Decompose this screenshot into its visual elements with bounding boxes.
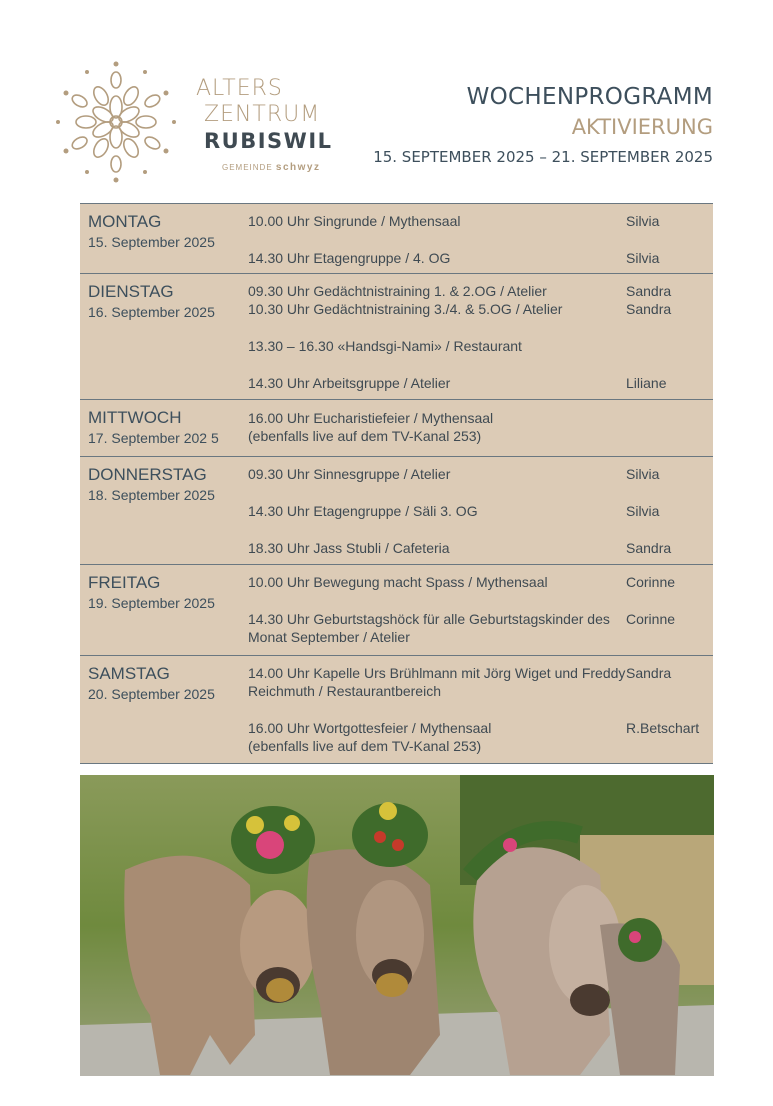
event-host: Corinne xyxy=(626,611,676,627)
event-text: 09.30 Uhr Gedächtnistraining 1. & 2.OG / Atelier xyxy=(248,283,547,299)
weekly-schedule-table xyxy=(80,203,713,764)
event-item xyxy=(248,409,713,445)
event-item xyxy=(248,719,713,755)
event-host: Sandra xyxy=(626,283,672,299)
event-item xyxy=(248,610,713,646)
day-row-dienstag xyxy=(80,274,713,400)
event-host: Silvia xyxy=(626,466,660,482)
brand-gemeinde xyxy=(196,162,333,173)
day-date: 16. September 2025 xyxy=(88,304,215,320)
event-text: 10.30 Uhr Gedächtnistraining 3./4. & 5.OG / Atelier xyxy=(248,301,563,317)
day-date: 19. September 2025 xyxy=(88,595,215,611)
day-row-montag xyxy=(80,204,713,274)
event-item xyxy=(248,212,713,230)
event-text: 14.30 Uhr Arbeitsgruppe / Atelier xyxy=(248,375,451,391)
program-date-range: 15. SEPTEMBER 2025 – 21. SEPTEMBER 2025 xyxy=(373,148,713,166)
day-name: MITTWOCH xyxy=(88,408,182,427)
event-item xyxy=(248,300,713,318)
event-item xyxy=(248,337,713,355)
event-host: Silvia xyxy=(626,250,660,266)
event-item xyxy=(248,249,713,267)
cows-photo xyxy=(80,775,714,1076)
brand-line-alters: ALTERS xyxy=(196,76,283,101)
event-text: 14.00 Uhr Kapelle Urs Brühlmann mit Jörg Wiget und Freddy Reichmuth / Restaurantbereich xyxy=(248,665,626,699)
schwyz-label: schwyz xyxy=(275,162,321,173)
day-date: 20. September 2025 xyxy=(88,686,215,702)
brand-line-rubiswil: RUBISWIL xyxy=(204,129,333,153)
event-host: Liliane xyxy=(626,375,667,391)
day-name: DONNERSTAG xyxy=(88,465,207,484)
event-text: 10.00 Uhr Bewegung macht Spass / Mythensaal xyxy=(248,574,548,590)
day-row-samstag xyxy=(80,656,713,764)
event-host: R.Betschart xyxy=(626,720,700,736)
brand-line-zentrum: ZENTRUM xyxy=(204,102,321,127)
event-text: 10.00 Uhr Singrunde / Mythensaal xyxy=(248,213,461,229)
event-item xyxy=(248,502,713,520)
program-subtitle: AKTIVIERUNG xyxy=(571,115,713,139)
event-item xyxy=(248,573,713,591)
event-text: 14.30 Uhr Etagengruppe / 4. OG xyxy=(248,250,451,266)
event-host: Sandra xyxy=(626,540,672,556)
event-text: 18.30 Uhr Jass Stubli / Cafeteria xyxy=(248,540,450,556)
event-host: Sandra xyxy=(626,301,672,317)
day-date: 15. September 2025 xyxy=(88,234,215,250)
event-host: Silvia xyxy=(626,503,660,519)
day-row-freitag xyxy=(80,565,713,656)
day-name: DIENSTAG xyxy=(88,282,174,301)
event-text: 13.30 – 16.30 «Handsgi-Nami» / Restaurant xyxy=(248,338,522,354)
event-text: 14.30 Uhr Geburtstagshöck für alle Geburtstagskinder des Monat September / Atelier xyxy=(248,611,610,645)
event-text: 16.00 Uhr Wortgottesfeier / Mythensaal (ebenfalls live auf dem TV-Kanal 253) xyxy=(248,720,492,754)
event-item xyxy=(248,465,713,483)
day-row-mittwoch xyxy=(80,400,713,457)
day-name: FREITAG xyxy=(88,573,161,592)
day-date: 18. September 2025 xyxy=(88,487,215,503)
event-text: 14.30 Uhr Etagengruppe / Säli 3. OG xyxy=(248,503,478,519)
day-row-donnerstag xyxy=(80,457,713,565)
brand-wordmark xyxy=(196,76,333,173)
gemeinde-label: GEMEINDE xyxy=(222,163,273,172)
day-name: SAMSTAG xyxy=(88,664,170,683)
event-host: Silvia xyxy=(626,213,660,229)
event-item xyxy=(248,539,713,557)
event-item xyxy=(248,282,713,300)
event-text: 09.30 Uhr Sinnesgruppe / Atelier xyxy=(248,466,451,482)
event-host: Sandra xyxy=(626,665,672,681)
event-host: Corinne xyxy=(626,574,676,590)
event-item xyxy=(248,374,713,392)
day-name: MONTAG xyxy=(88,212,162,231)
program-title: WOCHENPROGRAMM xyxy=(466,84,713,110)
event-item xyxy=(248,664,713,700)
logo-mandala-icon xyxy=(50,56,182,188)
program-header xyxy=(373,82,713,169)
event-text: 16.00 Uhr Eucharistiefeier / Mythensaal (ebenfalls live auf dem TV-Kanal 253) xyxy=(248,410,494,444)
day-date: 17. September 202 5 xyxy=(88,430,219,446)
